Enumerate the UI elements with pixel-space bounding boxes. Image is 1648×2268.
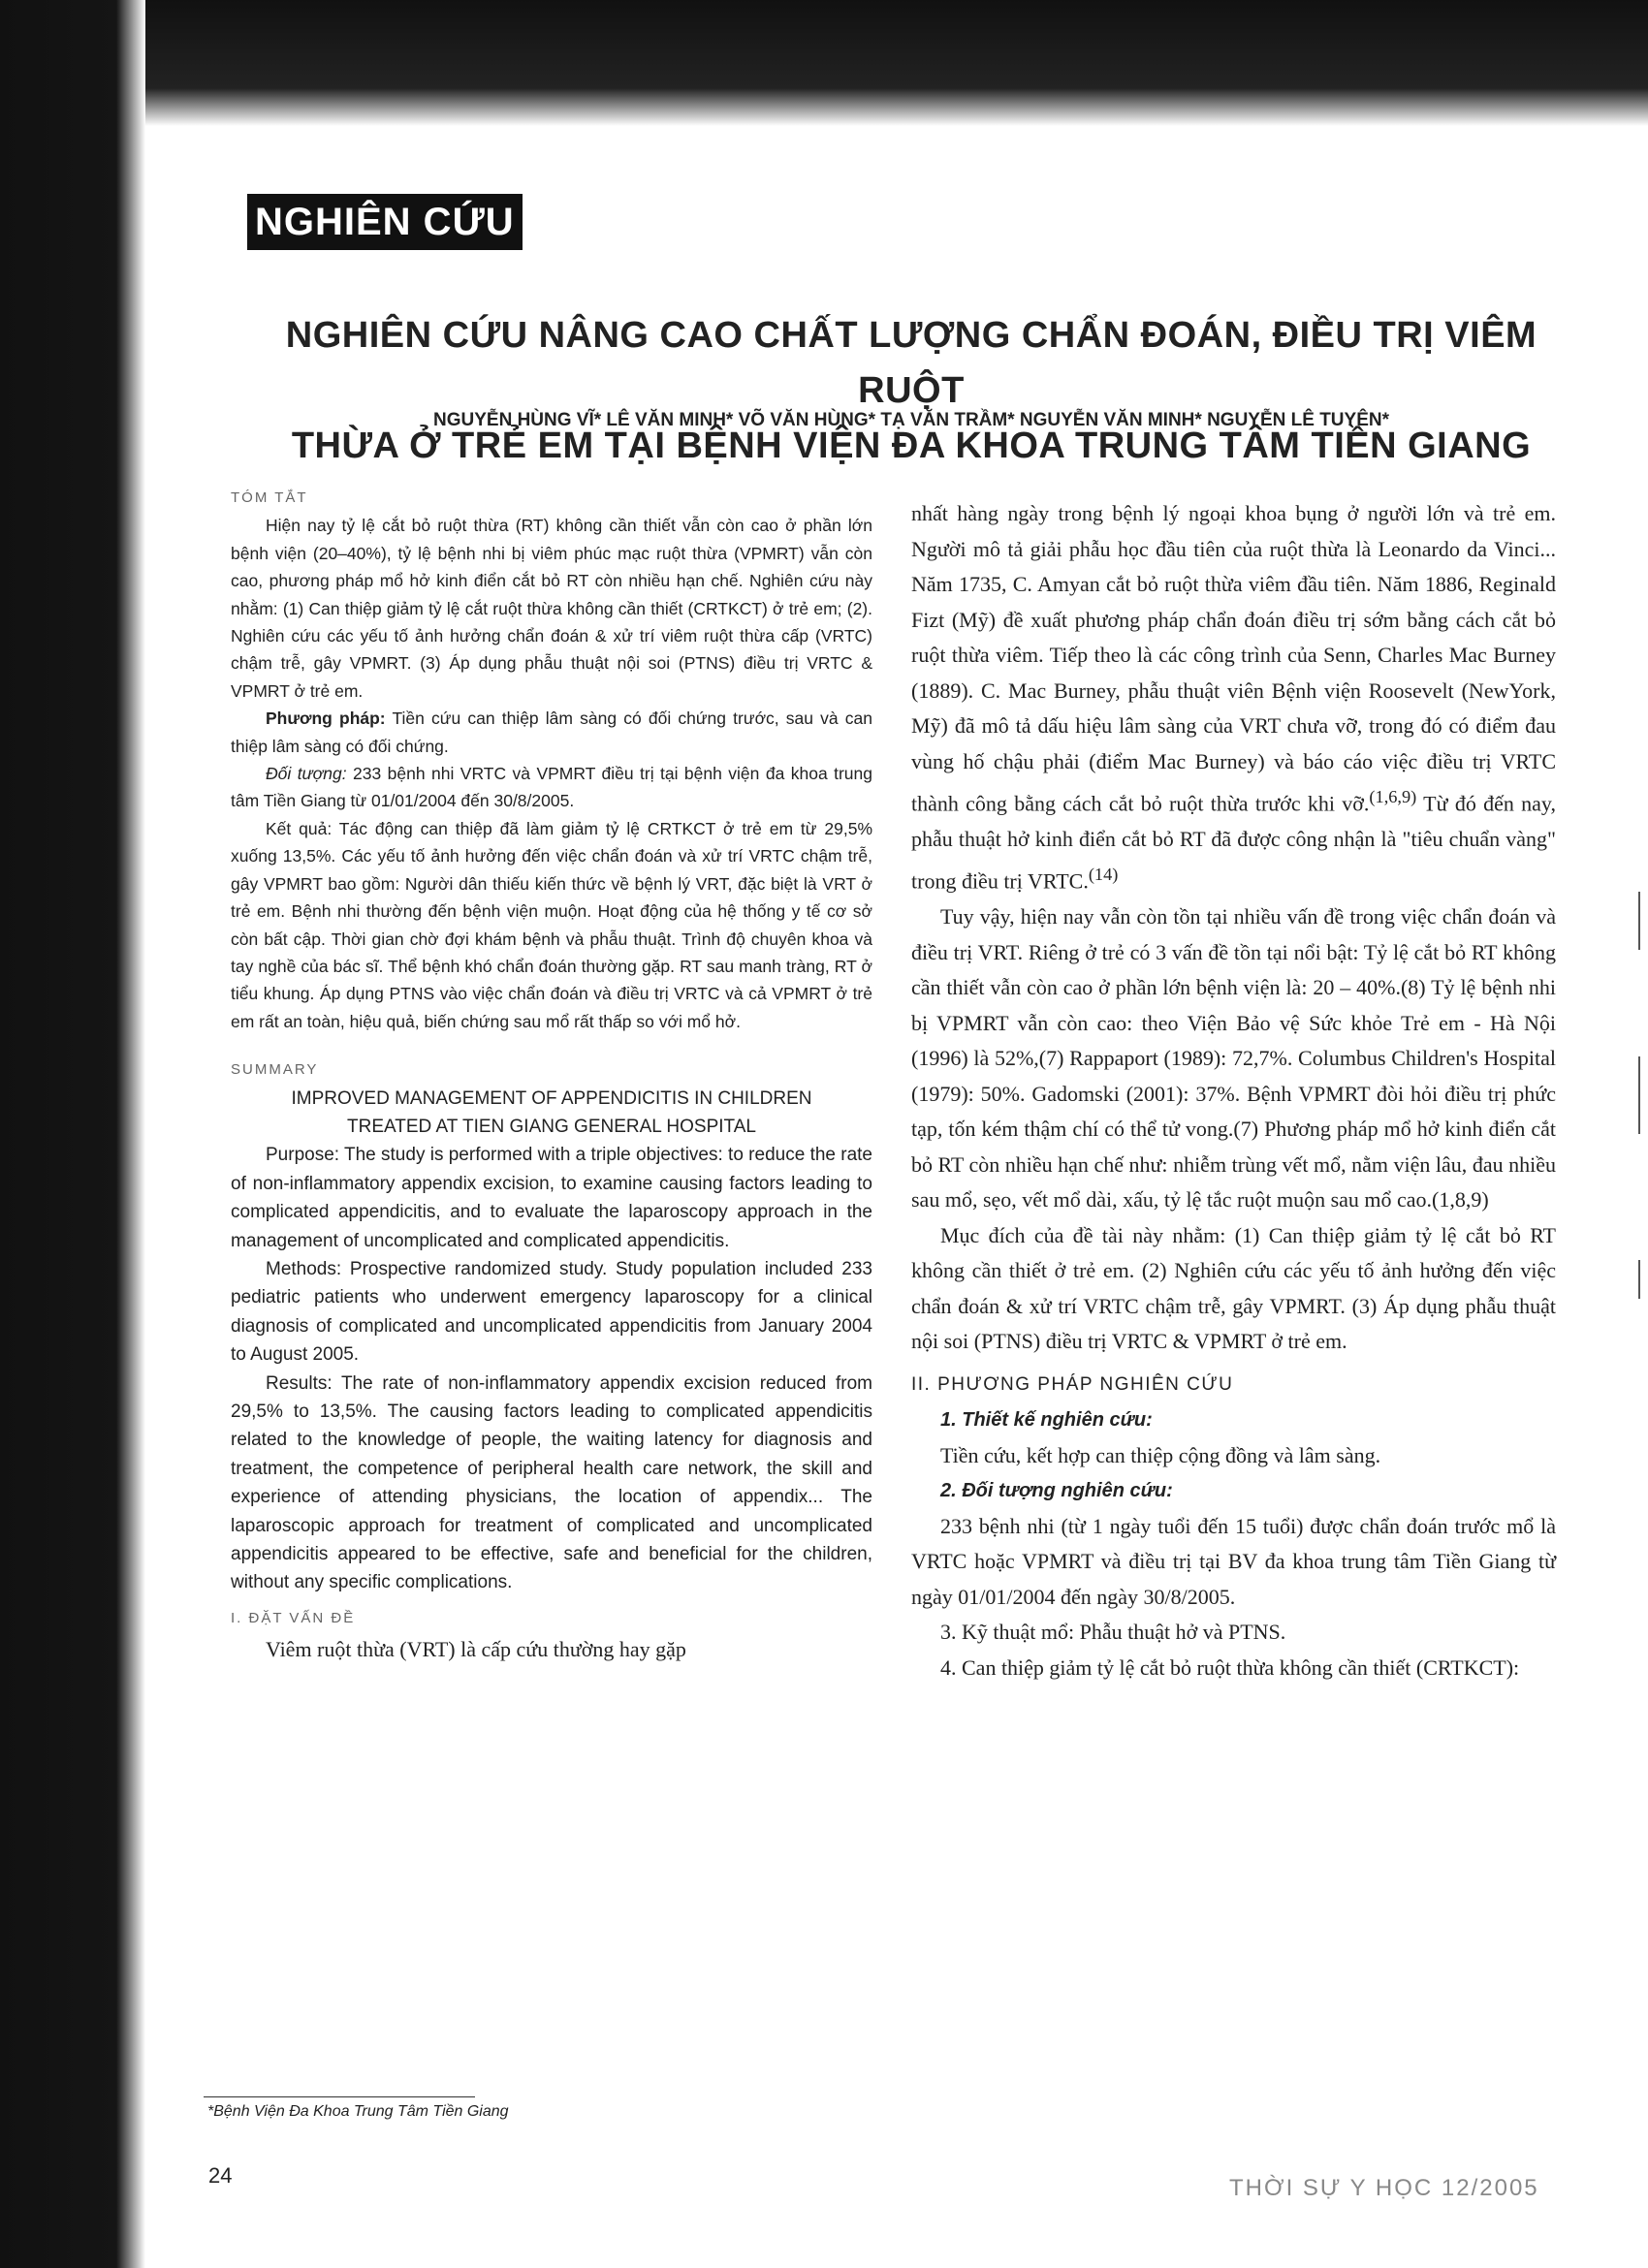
citation-ref: (1,6,9) <box>1369 787 1417 806</box>
summary-vi-intro: Hiện nay tỷ lệ cắt bỏ ruột thừa (RT) không cần thiết vẫn còn cao ở phần lớn bệnh viện (20–40%), tỷ lệ bệnh nhi bị viêm phúc mạc ruột thừa (VPMRT) vẫn còn cao, phương pháp mổ hở kinh điển cắt bỏ RT còn nhiều hạn chế. Nghiên cứu này nhằm: (1) Can thiệp giảm tỷ lệ cắt ruột thừa không cần thiết (CRTKCT) ở trẻ em; (2). Nghiên cứu các yếu tố ảnh hưởng chẩn đoán & xử trí viêm ruột thừa cấp (VRTC) chậm trễ, gây VPMRT. (3) Áp dụng phẫu thuật nội soi (PTNS) điều trị VRTC & VPMRT ở trẻ em. <box>231 516 872 701</box>
journal-footer: THỜI SỰ Y HỌC 12/2005 <box>1229 2175 1539 2201</box>
article-title <box>242 308 1580 474</box>
summary-en-title-line-2: TREATED AT TIEN GIANG GENERAL HOSPITAL <box>347 1116 756 1137</box>
summary-en-results <box>231 1370 872 1597</box>
summary-en-heading: SUMMARY <box>231 1061 319 1079</box>
scan-border-left <box>0 0 145 2268</box>
author-list: NGUYỄN HÙNG VĨ* LÊ VĂN MINH* VÕ VĂN HÙNG* TẠ VĂN TRẦM* NGUYỄN VĂN MINH* NGUYỄN LÊ TUYÊN* <box>433 410 1389 430</box>
section-1-paragraph-3: Mục đích của đề tài này nhằm: (1) Can thiệp giảm tỷ lệ cắt bỏ RT không cần thiết ở trẻ em. (2) Nghiên cứu các yếu tố ảnh hưởng đến việc chẩn đoán & xử trí VRTC chậm trễ, gây VPMRT. (3) Áp dụng phẫu thuật nội soi (PTNS) điều trị VRTC & VPMRT ở trẻ em. <box>911 1222 1556 1354</box>
result-text: Tác động can thiệp đã làm giảm tỷ lệ CRTKCT ở trẻ em từ 29,5% xuống 13,5%. Các yếu tố ảnh hưởng đến việc chẩn đoán và xử trí VRTC chậm trễ, gây VPMRT bao gồm: Người dân thiếu kiến thức về bệnh lý VRT, đặc biệt là VRT ở trẻ em. Bệnh nhi thường đến bệnh viện muộn. Hoạt động của hệ thống y tế cơ sở còn bất cập. Thời gian chờ đợi khám bệnh và phẫu thuật. Trình độ chuyên khoa và tay nghề của bác sĩ. Thể bệnh khó chẩn đoán thường gặp. RT sau manh tràng, RT ở tiểu khung. Áp dụng PTNS vào việc chẩn đoán và điều trị VRTC và cả VPMRT ở trẻ em rất an toàn, hiệu quả, biến chứng sau mổ rất thấp so với mổ hở. <box>231 818 872 1031</box>
methods-text: Prospective randomized study. Study population included 233 pediatric patients who underwent emergency laparoscopy for a clinical diagnosis of complicated and uncomplicated appendicitis from January 2004 to August 2005. <box>231 1258 872 1366</box>
purpose-text: The study is performed with a triple objectives: to reduce the rate of non-inflammatory appendix excision, to examine causing factors leading to complicated appendicitis, and to evaluate the laparoscopy approach in the management of uncomplicated and complicated appendicitis. <box>231 1145 873 1251</box>
summary-vi-method <box>231 705 872 760</box>
study-subjects-text: 233 bệnh nhi (từ 1 ngày tuổi đến 15 tuổi) được chẩn đoán trước mổ là VRTC hoặc VPMRT và điều trị tại BV đa khoa trung tâm Tiền Giang từ ngày 01/01/2004 đến ngày 30/8/2005. <box>911 1513 1556 1609</box>
left-column <box>231 485 872 1667</box>
summary-vi-heading: TÓM TẮT <box>231 489 308 506</box>
scan-mark <box>1638 1260 1640 1299</box>
surgical-technique-item: 3. Kỹ thuật mổ: Phẫu thuật hở và PTNS. <box>940 1620 1286 1645</box>
section-tag: NGHIÊN CỨU <box>247 194 523 250</box>
summary-vi-result <box>231 815 872 1035</box>
footnote-divider <box>204 2096 475 2097</box>
results-text: The rate of non-inflammatory appendix excision reduced from 29,5% to 13,5%. The causing factors leading to complicated appendicitis related to the knowledge of people, the waiting latency for diagnosis and treatment, the competence of peripheral health care network, the skill and experience of attending physicians, the location of appendix... The laparoscopic approach for treatment of complicated and uncomplicated appendicitis appeared to be effective, safe and beneficial for the children, without any specific complications. <box>231 1372 873 1593</box>
subheading-study-design: 1. Thiết kế nghiên cứu: <box>940 1409 1153 1432</box>
section-1-paragraph-1 <box>911 496 1556 899</box>
intervention-item: 4. Can thiệp giảm tỷ lệ cắt bỏ ruột thừa không cần thiết (CRTKCT): <box>940 1654 1520 1680</box>
summary-en-body <box>231 1085 872 1597</box>
article-title-line-1: NGHIÊN CỨU NÂNG CAO CHẤT LƯỢNG CHẨN ĐOÁN, ĐIỀU TRỊ VIÊM RUỘT <box>285 315 1537 411</box>
section-1-paragraph-2: Tuy vậy, hiện nay vẫn còn tồn tại nhiều vấn đề trong việc chẩn đoán và điều trị VRT. Riêng ở trẻ có 3 vấn đề tồn tại nổi bật: Tỷ lệ cắt bỏ RT không cần thiết vẫn còn cao ở phần lớn bệnh viện là: 20 – 40%.(8) Tỷ lệ bệnh nhi bị VPMRT vẫn còn cao: theo Viện Bảo vệ Sức khỏe Trẻ em - Hà Nội (1996) là 52%,(7) Rappaport (1989): 72,7%. Columbus Children's Hospital (1979): 50%. Gadomski (2001): 37%. Bệnh VPMRT đòi hỏi điều trị phức tạp, tốn kém thậm chí có thể tử vong.(7) Phương pháp mổ hở kinh điển cắt bỏ RT còn nhiều hạn chế như: nhiễm trùng vết mổ, nằm viện lâu, đau nhiều sau mổ, sẹo, vết mổ dài, xấu, tỷ lệ tắc ruột muộn sau mổ cao.(1,8,9) <box>911 904 1556 1213</box>
subject-text: 233 bệnh nhi VRTC và VPMRT điều trị tại bệnh viện đa khoa trung tâm Tiền Giang từ 01/01/2004 đến 30/8/2005. <box>231 764 872 811</box>
summary-en-title-line-1: IMPROVED MANAGEMENT OF APPENDICITIS IN CHILDREN <box>291 1087 812 1109</box>
subject-label: Đối tượng: <box>266 764 347 784</box>
scan-mark <box>1638 1056 1640 1134</box>
article-title-line-2: THỪA Ở TRẺ EM TẠI BỆNH VIỆN ĐA KHOA TRUNG TÂM TIỀN GIANG <box>291 425 1532 466</box>
subheading-study-subjects: 2. Đối tượng nghiên cứu: <box>940 1480 1173 1502</box>
summary-en-purpose <box>231 1141 872 1255</box>
results-label: Results: <box>266 1372 333 1394</box>
scan-mark <box>1638 892 1640 950</box>
citation-ref: (14) <box>1088 865 1119 885</box>
page-number: 24 <box>208 2163 233 2188</box>
paragraph-1-tail: Từ đó đến nay, phẫu thuật hở kinh điển cắt bỏ RT đã được công nhận là "tiêu chuẩn vàng" trong điều trị VRTC. <box>911 791 1556 894</box>
scan-border-top <box>0 0 1648 126</box>
paragraph-1-text: nhất hàng ngày trong bệnh lý ngoại khoa bụng ở người lớn và trẻ em. Người mô tả giải phẫu học đầu tiên của ruột thừa là Leonardo da Vinci... Năm 1735, C. Amyan cắt bỏ ruột thừa viêm đầu tiên. Năm 1886, Reginald Fizt (Mỹ) đề xuất phương pháp chẩn đoán điều trị sớm bằng cách cắt bỏ ruột thừa viêm. Tiếp theo là các công trình của Senn, Charles Mac Burney (1889). C. Mac Burney, phẫu thuật viên Bệnh viện Roosevelt (NewYork, Mỹ) đã mô tả dấu hiệu lâm sàng của VRT chưa vỡ, trong đó có điểm đau vùng hố chậu phải (điểm Mac Burney) và báo cáo việc điều trị VRTC thành công bằng cách cắt bỏ ruột thừa trước khi vỡ. <box>911 501 1556 816</box>
method-label: Phương pháp: <box>266 709 386 729</box>
section-1-heading: I. ĐẶT VẤN ĐỀ <box>231 1609 356 1626</box>
study-design-text: Tiền cứu, kết hợp can thiệp cộng đồng và lâm sàng. <box>940 1442 1381 1467</box>
summary-en-methods <box>231 1255 872 1370</box>
result-label: Kết quả: <box>266 818 333 838</box>
right-column <box>911 496 1556 1685</box>
purpose-label: Purpose: <box>266 1145 340 1166</box>
author-affiliation-footnote: *Bệnh Viện Đa Khoa Trung Tâm Tiền Giang <box>207 2103 509 2120</box>
section-2-heading: II. PHƯƠNG PHÁP NGHIÊN CỨU <box>911 1373 1234 1395</box>
method-text: Tiền cứu can thiệp lâm sàng có đối chứng trước, sau và can thiệp lâm sàng có đối chứng. <box>231 709 872 756</box>
summary-vi-subject <box>231 760 872 815</box>
section-1-left-text: Viêm ruột thừa (VRT) là cấp cứu thường hay gặp <box>266 1637 686 1662</box>
methods-label: Methods: <box>266 1258 342 1279</box>
